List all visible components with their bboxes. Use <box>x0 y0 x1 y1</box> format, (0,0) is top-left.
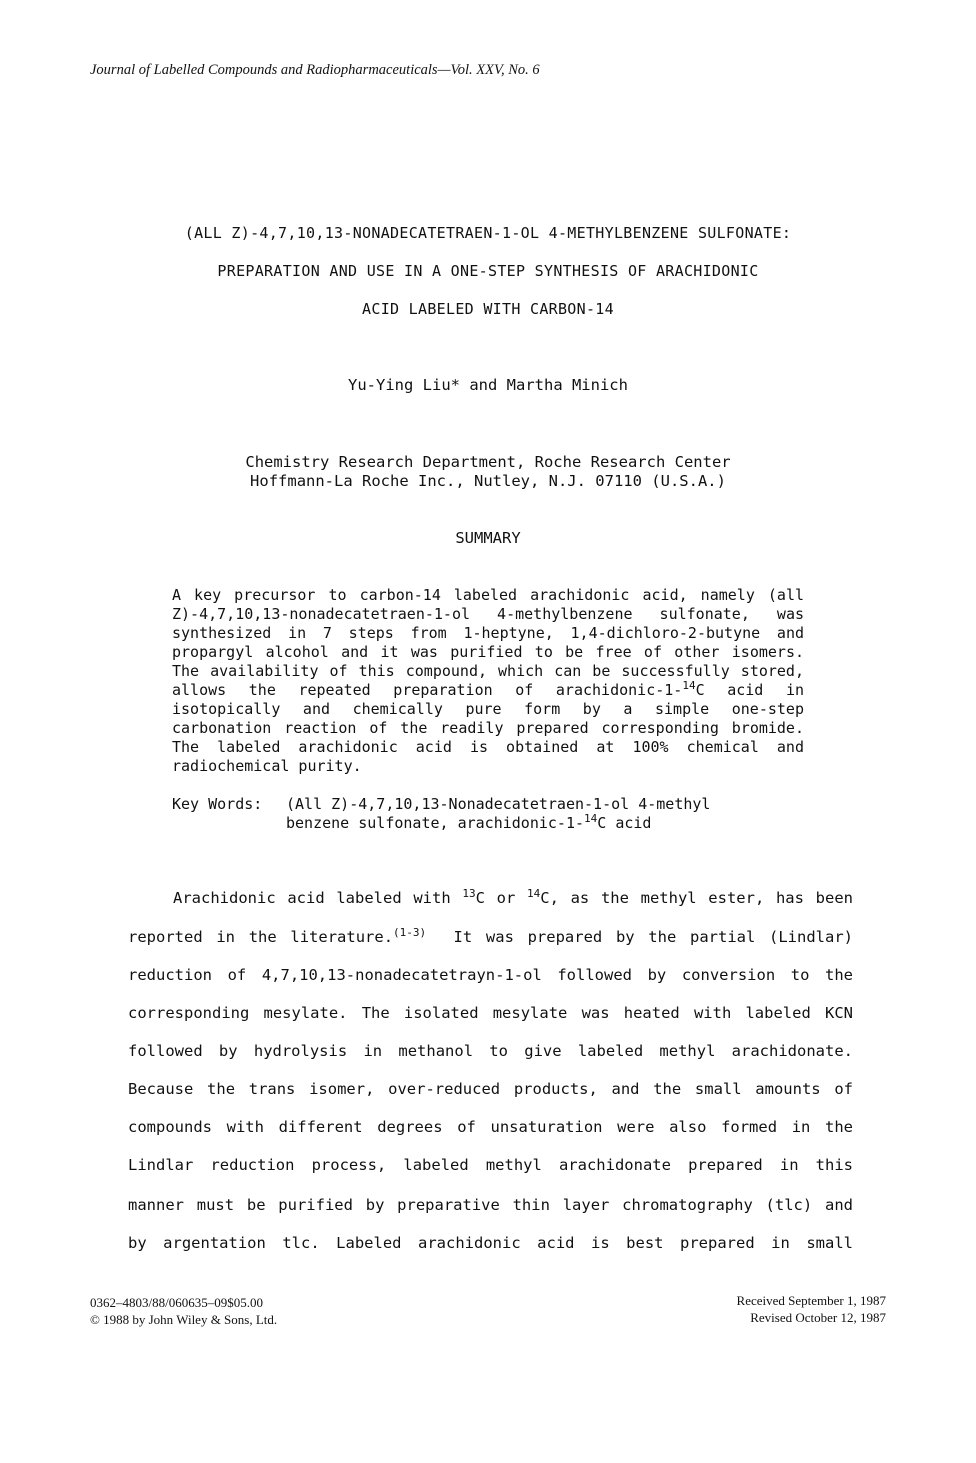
summary-heading: SUMMARY <box>455 529 521 547</box>
footer-left <box>90 1294 277 1328</box>
body-line-6: Because the trans isomer, over-reduced products, and the small amounts of <box>128 1080 853 1098</box>
keywords-line-1: (All Z)-4,7,10,13-Nonadecatetraen-1-ol 4-methyl <box>286 795 711 813</box>
body-line-2: reported in the literature.$^{(1-3)}$ It was prepared by the partial (Lindlar) <box>128 926 853 946</box>
keywords-line-2b: C acid <box>597 814 652 832</box>
affiliation-line-1: Chemistry Research Department, Roche Research Center <box>245 453 731 471</box>
copyright: © 1988 by John Wiley & Sons, Ltd. <box>90 1312 278 1327</box>
body-line-4: corresponding mesylate. The isolated mesylate was heated with labeled KCN <box>128 1004 853 1022</box>
body-line-7: compounds with different degrees of unsaturation were also formed in the <box>128 1118 853 1136</box>
title-line-1: (ALL Z)-4,7,10,13-NONADECATETRAEN-1-OL 4-METHYLBENZENE SULFONATE: <box>184 224 792 242</box>
footer-right <box>737 1292 886 1326</box>
summary-superscript: 14 <box>682 679 696 692</box>
body-line-9: manner must be purified by preparative thin layer chromatography (tlc) and <box>128 1196 853 1214</box>
issn-code: 0362–4803/88/060635–09$05.00 <box>90 1295 263 1310</box>
body-line-1: Arachidonic acid labeled with $^{13}$C or $^{14}$C, as the methyl ester, has been <box>173 887 853 907</box>
body-line-10: by argentation tlc. Labeled arachidonic acid is best prepared in small <box>128 1234 853 1252</box>
summary-text-b: C acid in isotopically and chemically pure form by a simple one-step carbonation reaction of the readily prepared corresponding bromide. The labeled arachidonic acid is obtained at 100% chemical and radiochemical purity. <box>172 681 805 775</box>
summary-paragraph <box>172 586 804 776</box>
body-line-5: followed by hydrolysis in methanol to give labeled methyl arachidonate. <box>128 1042 853 1060</box>
received-date: Received September 1, 1987 <box>736 1293 886 1308</box>
body-line-8: Lindlar reduction process, labeled methyl arachidonate prepared in this <box>128 1156 853 1174</box>
affiliation-line-2: Hoffmann-La Roche Inc., Nutley, N.J. 07110 (U.S.A.) <box>250 472 726 490</box>
revised-date: Revised October 12, 1987 <box>750 1310 886 1325</box>
keywords-label: Key Words: <box>172 795 263 813</box>
keywords-line-2a: benzene sulfonate, arachidonic-1- <box>286 814 585 832</box>
keywords <box>172 795 710 833</box>
summary-text-a: A key precursor to carbon-14 labeled arachidonic acid, namely (all Z)-4,7,10,13-nonadecatetraen-1-ol 4-methylbenzene sulfonate, was synthesized in 7 steps from 1-heptyne, 1,4-dichloro-2-butyne and propargyl alcohol and it was purified to be free of other isomers. The availability of this compound, which can be successfully stored, allows the repeated preparation of arachidonic-1- <box>172 586 804 699</box>
body-line-3: reduction of 4,7,10,13-nonadecatetrayn-1-ol followed by conversion to the <box>128 966 853 984</box>
keywords-superscript: 14 <box>584 812 598 825</box>
authors: Yu-Ying Liu* and Martha Minich <box>348 376 628 394</box>
title-line-3: ACID LABELED WITH CARBON-14 <box>362 300 614 318</box>
journal-header: Journal of Labelled Compounds and Radiopharmaceuticals—Vol. XXV, No. 6 <box>90 62 540 78</box>
title-line-2: PREPARATION AND USE IN A ONE-STEP SYNTHESIS OF ARACHIDONIC <box>217 262 759 280</box>
